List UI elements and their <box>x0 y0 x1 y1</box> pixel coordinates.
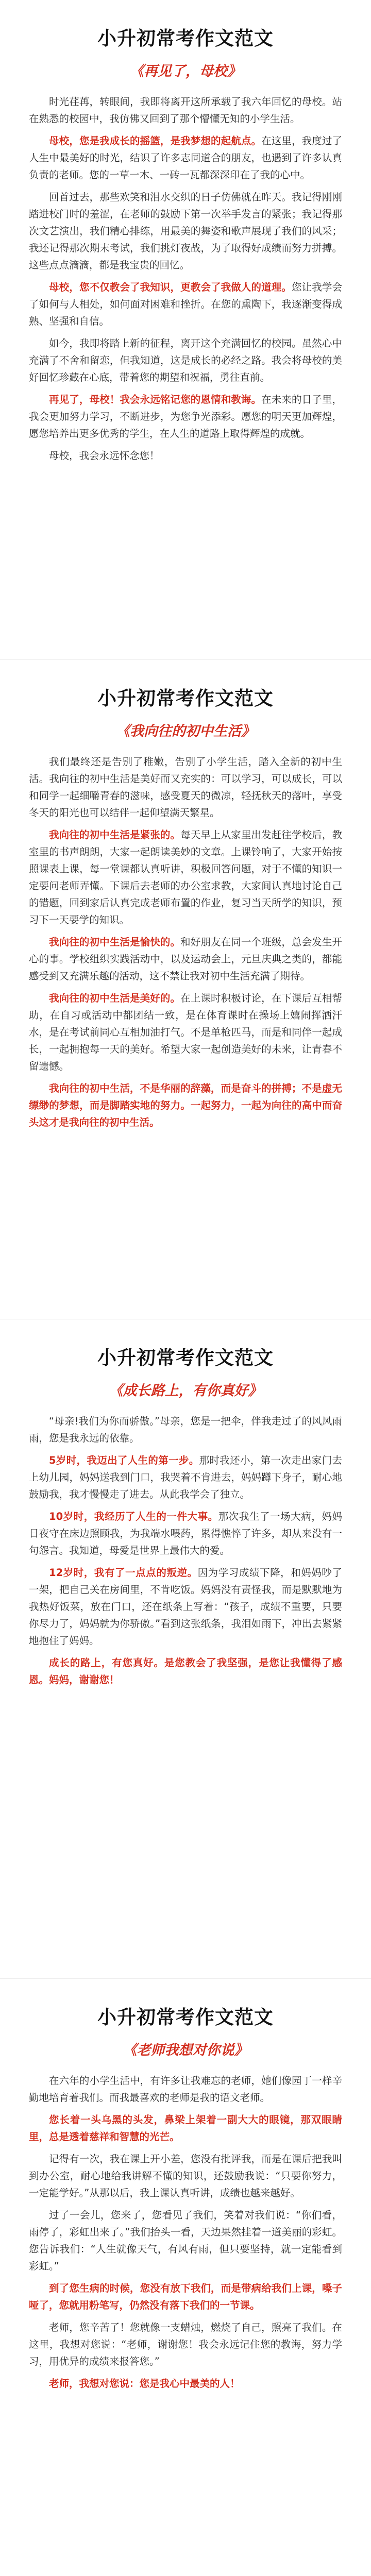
essay-subtitle: 《我向往的初中生活》 <box>116 723 255 739</box>
text-run: 老师，您辛苦了！您就像一支蜡烛，燃烧了自己，照亮了我们。在这里，我想对您说：“老师，谢谢您！我会永远记住您的教诲，努力学习，用优异的成绩来报答您。” <box>29 2321 342 2367</box>
text-run: 在六年的小学生活中，有许多让我难忘的老师，她们像园丁一样辛勤地培育着我们。而我最喜欢的老师是我的语文老师。 <box>29 2075 342 2104</box>
highlighted-sentence: 母校，您是我成长的摇篮，是我梦想的起航点。 <box>49 135 262 147</box>
essay-title: 小升初常考作文范文 <box>97 1346 274 1369</box>
highlighted-sentence: 我向往的初中生活是愉快的。 <box>49 936 181 948</box>
paragraph <box>29 753 342 821</box>
text-run: 回首过去，那些欢笑和泪水交织的日子仿佛就在昨天。我记得刚刚踏进校门时的羞涩，在老师的鼓励下第一次举手发言的紧张；我记得那次文艺演出，我们精心排练，用最美的舞姿和歌声展现了我们的风采；我还记得那次期末考试，我们挑灯夜战，为了取得好成绩而努力拼搏。这些点点滴滴，都是我宝贵的回忆。 <box>29 191 342 271</box>
essay-middle-school-life <box>0 659 371 1319</box>
text-run: 如今，我即将踏上新的征程，离开这个充满回忆的校园。虽然心中充满了不舍和留恋，但我知道，这是成长的必经之路。我会将母校的美好回忆珍藏在心底，带着您的期望和祝福，勇往直前。 <box>29 337 342 383</box>
text-run: 过了一会儿，您来了，您看见了我们，笑着对我们说：“你们看，雨停了，彩虹出来了。”我们抬头一看，天边果然挂着一道美丽的彩虹。您告诉我们：“人生就像天气，有风有雨，但只要坚持，就一定能看到彩虹。” <box>29 2209 342 2272</box>
highlighted-sentence: 再见了，母校！我会永远铭记您的恩情和教诲。 <box>49 394 262 405</box>
paragraph <box>29 132 342 183</box>
highlighted-sentence: 12岁时，我有了一点点的叛逆。 <box>49 1567 198 1579</box>
essay-title: 小升初常考作文范文 <box>97 687 274 709</box>
essay-subtitle: 《老师我想对你说》 <box>123 2042 248 2058</box>
text-run: 每天早上从家里出发赶往学校后，教室里的书声朗朗，大家一起朗读美妙的文章。上课铃响了，大家开始按照课表上课，每一堂课都认真听讲，积极回答问题，对于不懂的知识一定要问老师弄懂。下课后去老师的办公室求教，大家间认真地讨论自己的错题，回到家后认真完成老师布置的作业，复习当天所学的知识，预习下一天要学的知识。 <box>29 829 342 926</box>
highlighted-sentence: 我向往的初中生活，不是华丽的辞藻，而是奋斗的拼搏；不是虚无缥缈的梦想，而是脚踏实地的努力。一起努力，一起为向往的高中而奋头这才是我向往的初中生活。 <box>29 1082 342 1128</box>
essay-subtitle: 《成长路上，有你真好》 <box>109 1383 262 1399</box>
highlighted-sentence: 您长着一头乌黑的头发，鼻梁上架着一副大大的眼镜，那双眼睛里，总是透着慈祥和智慧的光芒。 <box>29 2114 342 2143</box>
highlighted-sentence: 老师，我想对您说：您是我心中最美的人！ <box>49 2378 240 2389</box>
paragraph <box>29 2150 342 2201</box>
essay-title: 小升初常考作文范文 <box>97 27 274 49</box>
highlighted-sentence: 我向往的初中生活是美好的。 <box>49 992 181 1004</box>
essay-growing-up <box>0 1319 371 1978</box>
essay-body <box>29 1413 342 1688</box>
paragraph <box>29 189 342 274</box>
essay-title: 小升初常考作文范文 <box>97 2006 274 2028</box>
paragraph <box>29 2111 342 2145</box>
text-run: 记得有一次，我在课上开小差，您没有批评我，而是在课后把我叫到办公室，耐心地给我讲解不懂的知识，还鼓励我说：“只要你努力，一定能学好。”从那以后，我上课认真听讲，成绩也越来越好。 <box>29 2153 342 2199</box>
paragraph <box>29 2280 342 2314</box>
text-run: 因为学习成绩下降，和妈妈吵了一架，把自己关在房间里，不肯吃饭。妈妈没有责怪我，而是默默地为我热好饭菜，放在门口，还在纸条上写着：“孩子，成绩不重要，只要你尽力了，妈妈就为你骄傲。”看到这张纸条，我泪如雨下，冲出去紧紧地抱住了妈妈。 <box>29 1567 342 1647</box>
text-run: 母校，我会永远怀念您！ <box>49 450 160 462</box>
text-run: 在这里，我度过了人生中最美好的时光，结识了许多志同道合的朋友，也遇到了许多认真负责的老师。您的一草一木、一砖一瓦都深深印在了我的心中。 <box>29 135 342 181</box>
paragraph <box>29 2375 342 2392</box>
paragraph <box>29 279 342 330</box>
essay-subtitle: 《再见了，母校》 <box>130 63 241 79</box>
text-run: 在上课时积极讨论，在下课后互相帮助，在自习或活动中都团结一致，是在体育课时在操场上嬉闹挥洒汗水，是在考试前同心互相加油打气。不是单枪匹马，而是和同伴一起成长，一起拥抱每一天的美好。希望大家一起创造美好的未来，让青春不留遗憾。 <box>29 992 342 1072</box>
text-run: 我们最终还是告别了稚嫩，告别了小学生活，踏入全新的初中生活。我向往的初中生活是美好而又充实的：可以学习，可以成长，可以和同学一起细嚼青春的滋味，感受夏天的微凉，轻抚秋天的落叶，享受冬天的阳光也可以结伴一起仰望满天繁星。 <box>29 756 342 819</box>
paragraph <box>29 826 342 928</box>
essay-body <box>29 2072 342 2392</box>
paragraph <box>29 1564 342 1649</box>
text-run: 在未来的日子里，我会更加努力学习，不断进步，为您争光添彩。愿您的明天更加辉煌，愿您培养出更多优秀的学生，在人生的道路上取得辉煌的成就。 <box>29 394 342 439</box>
paragraph <box>29 1508 342 1559</box>
essay-body <box>29 93 342 464</box>
text-run: 时光荏苒，转眼间，我即将离开这所承载了我六年回忆的母校。站在熟悉的校园中，我仿佛又回到了那个懵懂无知的小学生活。 <box>29 96 342 125</box>
highlighted-sentence: 10岁时，我经历了人生的一件大事。 <box>49 1511 218 1522</box>
highlighted-sentence: 母校，您不仅教会了我知识，更教会了我做人的道理。 <box>49 281 292 293</box>
highlighted-sentence: 5岁时，我迈出了人生的第一步。 <box>49 1454 199 1466</box>
highlighted-sentence: 成长的路上，有您真好。是您教会了我坚强，是您让我懂得了感恩。妈妈，谢谢您！ <box>29 1657 342 1686</box>
essay-body <box>29 753 342 1131</box>
paragraph <box>29 2319 342 2370</box>
paragraph <box>29 1654 342 1688</box>
highlighted-sentence: 我向往的初中生活是紧张的。 <box>49 829 181 841</box>
paragraph <box>29 990 342 1075</box>
paragraph <box>29 335 342 386</box>
paragraph <box>29 2072 342 2106</box>
paragraph <box>29 447 342 464</box>
text-run: “母亲!我们为你而骄傲。”母亲，您是一把伞，伴我走过了的风风雨雨，您是我永远的依靠。 <box>29 1415 342 1444</box>
text-run: 您让我学会了如何与人相处，如何面对困难和挫折。在您的熏陶下，我逐渐变得成熟、坚强和自信。 <box>29 281 342 327</box>
essay-farewell-school <box>0 0 371 659</box>
paragraph <box>29 1452 342 1503</box>
text-run: 那时我还小，第一次走出家门去上幼儿园，妈妈送我到门口，我哭着不肯进去，妈妈蹲下身子，耐心地鼓励我，我才慢慢走了进去。从此我学会了独立。 <box>29 1454 342 1500</box>
paragraph <box>29 1413 342 1447</box>
essay-dear-teacher <box>0 1978 371 2576</box>
paragraph <box>29 934 342 985</box>
text-run: 那次我生了一场大病，妈妈日夜守在床边照顾我，为我端水喂药，累得憔悴了许多，却从来没有一句怨言。我知道，母爱是世界上最伟大的爱。 <box>29 1511 342 1556</box>
paragraph <box>29 2207 342 2275</box>
text-run: 和好朋友在同一个班级，总会发生开心的事。学校组织实践活动中，以及运动会上，元旦庆典之类的，都能感受到又充满乐趣的活动，这不禁让我对初中生活充满了期待。 <box>29 936 342 982</box>
paragraph <box>29 1080 342 1131</box>
highlighted-sentence: 到了您生病的时候，您没有放下我们，而是带病给我们上课，嗓子哑了，您就用粉笔写，仍然没有落下我们的一节课。 <box>29 2282 342 2311</box>
paragraph <box>29 391 342 442</box>
paragraph <box>29 93 342 127</box>
